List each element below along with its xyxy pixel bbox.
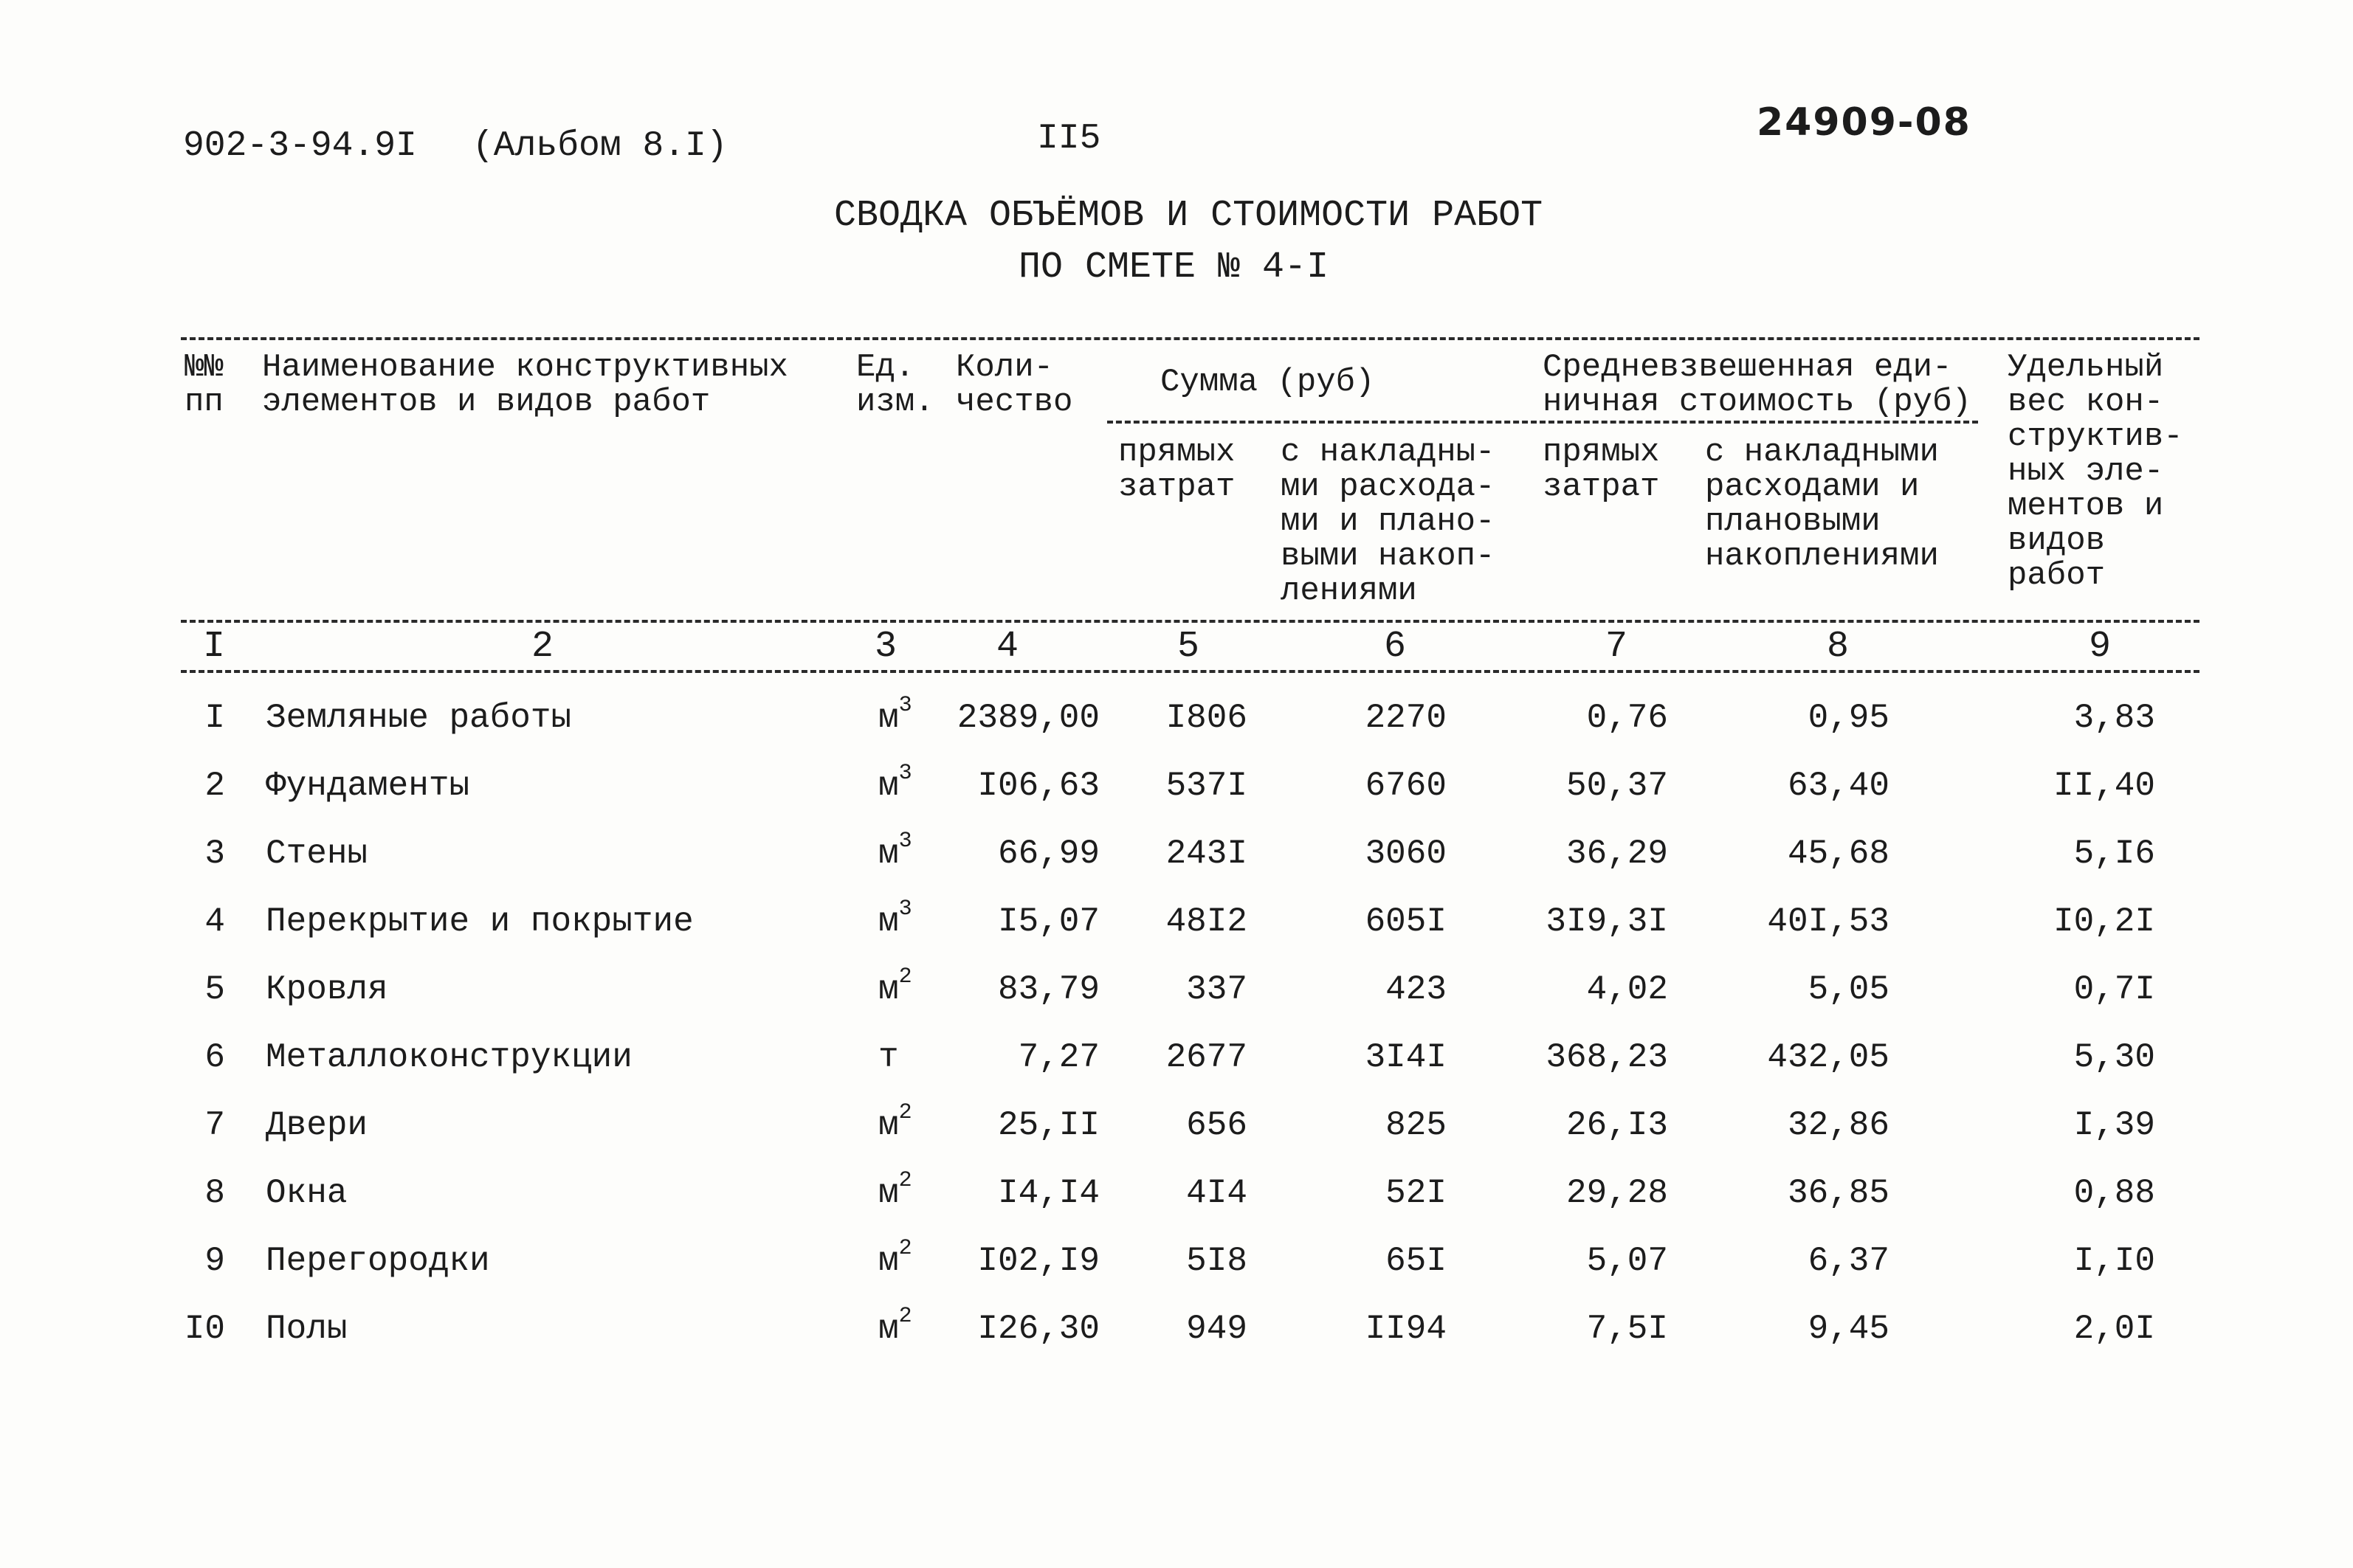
col-header-direct-costs: прямых затрат	[1118, 434, 1236, 505]
cell-share: 0,88	[2073, 1174, 2155, 1212]
cell-name: Двери	[266, 1106, 368, 1144]
column-number: 4	[996, 626, 1019, 668]
col-header-share: Удельный вес кон- структив- ных эле- ментов и видов работ	[2008, 349, 2183, 594]
cell-name: Металлоконструкции	[266, 1038, 633, 1077]
cell-overhead: 3I4I	[1365, 1038, 1447, 1077]
unit-exponent: 2	[898, 1304, 912, 1329]
cell-u-direct: 7,5I	[1586, 1310, 1668, 1348]
header-bottom-rule	[181, 620, 2199, 623]
cell-u-overhead: 432,05	[1767, 1038, 1889, 1077]
cell-u-overhead: 9,45	[1808, 1310, 1889, 1348]
cell-share: I0,2I	[2053, 902, 2155, 941]
cell-share: 5,30	[2073, 1038, 2155, 1077]
cell-overhead: 3060	[1365, 835, 1447, 873]
cell-direct: 537I	[1165, 767, 1247, 805]
cell-u-overhead: 0,95	[1808, 699, 1889, 737]
unit-exponent: 2	[898, 964, 912, 990]
document-title: СВОДКА ОБЪЁМОВ И СТОИМОСТИ РАБОТ	[834, 195, 1543, 237]
cell-share: 5,I6	[2073, 835, 2155, 873]
document-code: 902-3-94.9I	[183, 126, 417, 166]
cell-overhead: 423	[1385, 970, 1447, 1009]
cell-unit: $м^3$	[878, 897, 912, 941]
column-number: I	[202, 626, 225, 668]
unit-exponent: 2	[898, 1100, 912, 1125]
unit-exponent: 2	[898, 1168, 912, 1193]
cell-direct: 949	[1186, 1310, 1247, 1348]
cell-qty: I5,07	[997, 902, 1100, 941]
cell-qty: 7,27	[1018, 1038, 1100, 1077]
cell-overhead: II94	[1365, 1310, 1447, 1348]
album-label: (Альбом 8.I)	[472, 126, 728, 166]
unit-exponent: 3	[898, 897, 912, 922]
cell-u-overhead: 5,05	[1808, 970, 1889, 1009]
unit-exponent: 2	[898, 1236, 912, 1261]
cell-unit: $м^3$	[878, 693, 912, 737]
cell-name: Перегородки	[266, 1242, 490, 1280]
cell-u-overhead: 40I,53	[1767, 902, 1889, 941]
cell-direct: 2677	[1165, 1038, 1247, 1077]
cell-u-direct: 29,28	[1565, 1174, 1668, 1212]
column-number: 5	[1176, 626, 1199, 668]
cell-n: 3	[204, 835, 225, 873]
cell-n: 6	[204, 1038, 225, 1077]
column-number-rule	[181, 670, 2199, 673]
column-number: 8	[1826, 626, 1849, 668]
cell-unit: $м^3$	[878, 761, 912, 805]
cell-name: Окна	[266, 1174, 348, 1212]
cell-direct: 4I4	[1186, 1174, 1247, 1212]
column-number: 9	[2088, 626, 2111, 668]
col-header-overhead-costs: с накладны- ми расхода- ми и плано- выми накоп- лениями	[1281, 434, 1495, 609]
cell-direct: 337	[1186, 970, 1247, 1009]
col-header-number: №№ пп	[185, 349, 224, 421]
cell-unit: $м^2$	[878, 964, 912, 1009]
col-header-unit: Ед. изм.	[856, 349, 934, 421]
cell-name: Перекрытие и покрытие	[266, 902, 694, 941]
cell-u-overhead: 45,68	[1787, 835, 1889, 873]
cell-share: 3,83	[2073, 699, 2155, 737]
cell-u-overhead: 63,40	[1787, 767, 1889, 805]
cell-name: Земляные работы	[266, 699, 572, 737]
cell-u-overhead: 32,86	[1787, 1106, 1889, 1144]
cell-unit: $м^3$	[878, 829, 912, 873]
col-group-sum: Сумма (руб)	[1160, 364, 1375, 401]
cell-u-direct: 368,23	[1546, 1038, 1668, 1077]
cell-n: 5	[204, 970, 225, 1009]
cell-direct: I806	[1165, 699, 1247, 737]
cell-name: Кровля	[266, 970, 388, 1009]
col-group-unit-cost: Средневзвешенная еди- ничная стоимость (руб)	[1543, 349, 1971, 421]
unit-exponent: 3	[898, 829, 912, 854]
cell-direct: 5I8	[1186, 1242, 1247, 1280]
cell-u-direct: 0,76	[1586, 699, 1668, 737]
cell-qty: 66,99	[997, 835, 1100, 873]
cell-overhead: 65I	[1385, 1242, 1447, 1280]
cell-direct: 243I	[1165, 835, 1247, 873]
cell-unit: т	[878, 1038, 899, 1077]
cell-n: I	[204, 699, 225, 737]
document-subtitle: ПО СМЕТЕ № 4-I	[1019, 246, 1329, 289]
page-number: II5	[1037, 119, 1101, 159]
cell-share: I,I0	[2073, 1242, 2155, 1280]
unit-exponent: 3	[898, 693, 912, 718]
cell-qty: I26,30	[977, 1310, 1100, 1348]
cell-u-overhead: 36,85	[1787, 1174, 1889, 1212]
col-header-unit-overhead: с накладными расходами и плановыми накоплениями	[1705, 434, 1939, 575]
cell-qty: 83,79	[997, 970, 1100, 1009]
cell-direct: 48I2	[1165, 902, 1247, 941]
cell-overhead: 2270	[1365, 699, 1447, 737]
cell-n: 9	[204, 1242, 225, 1280]
cell-n: I0	[184, 1310, 225, 1348]
col-header-unit-direct: прямых затрат	[1543, 434, 1660, 505]
column-number: 6	[1383, 626, 1406, 668]
col-header-name: Наименование конструктивных элементов и видов работ	[262, 349, 788, 421]
inventory-stamp: 24909-08	[1757, 100, 1971, 145]
cell-name: Полы	[266, 1310, 348, 1348]
cell-qty: 2389,00	[957, 699, 1100, 737]
column-number: 7	[1605, 626, 1627, 668]
cell-u-direct: 50,37	[1565, 767, 1668, 805]
cell-overhead: 605I	[1365, 902, 1447, 941]
cell-n: 8	[204, 1174, 225, 1212]
cell-unit: $м^2$	[878, 1236, 912, 1280]
cell-n: 2	[204, 767, 225, 805]
cell-direct: 656	[1186, 1106, 1247, 1144]
cell-u-direct: 36,29	[1565, 835, 1668, 873]
cell-qty: I02,I9	[977, 1242, 1100, 1280]
cell-u-overhead: 6,37	[1808, 1242, 1889, 1280]
cell-overhead: 52I	[1385, 1174, 1447, 1212]
cell-name: Фундаменты	[266, 767, 470, 805]
cell-qty: I4,I4	[997, 1174, 1100, 1212]
cell-name: Стены	[266, 835, 368, 873]
column-number: 3	[874, 626, 897, 668]
cell-u-direct: 26,I3	[1565, 1106, 1668, 1144]
cell-unit: $м^2$	[878, 1168, 912, 1212]
cell-n: 7	[204, 1106, 225, 1144]
cell-share: 2,0I	[2073, 1310, 2155, 1348]
cell-u-direct: 3I9,3I	[1546, 902, 1668, 941]
cell-unit: $м^2$	[878, 1100, 912, 1144]
table-top-rule	[181, 337, 2199, 340]
subheader-rule	[1107, 421, 1978, 424]
column-number: 2	[531, 626, 554, 668]
cell-share: II,40	[2053, 767, 2155, 805]
cell-u-direct: 5,07	[1586, 1242, 1668, 1280]
cell-overhead: 825	[1385, 1106, 1447, 1144]
unit-exponent: 3	[898, 761, 912, 786]
cell-n: 4	[204, 902, 225, 941]
col-header-quantity: Коли- чество	[956, 349, 1073, 421]
cell-unit: $м^2$	[878, 1304, 912, 1348]
cell-share: 0,7I	[2073, 970, 2155, 1009]
cell-qty: 25,II	[997, 1106, 1100, 1144]
cell-qty: I06,63	[977, 767, 1100, 805]
cell-u-direct: 4,02	[1586, 970, 1668, 1009]
cell-share: I,39	[2073, 1106, 2155, 1144]
cell-overhead: 6760	[1365, 767, 1447, 805]
